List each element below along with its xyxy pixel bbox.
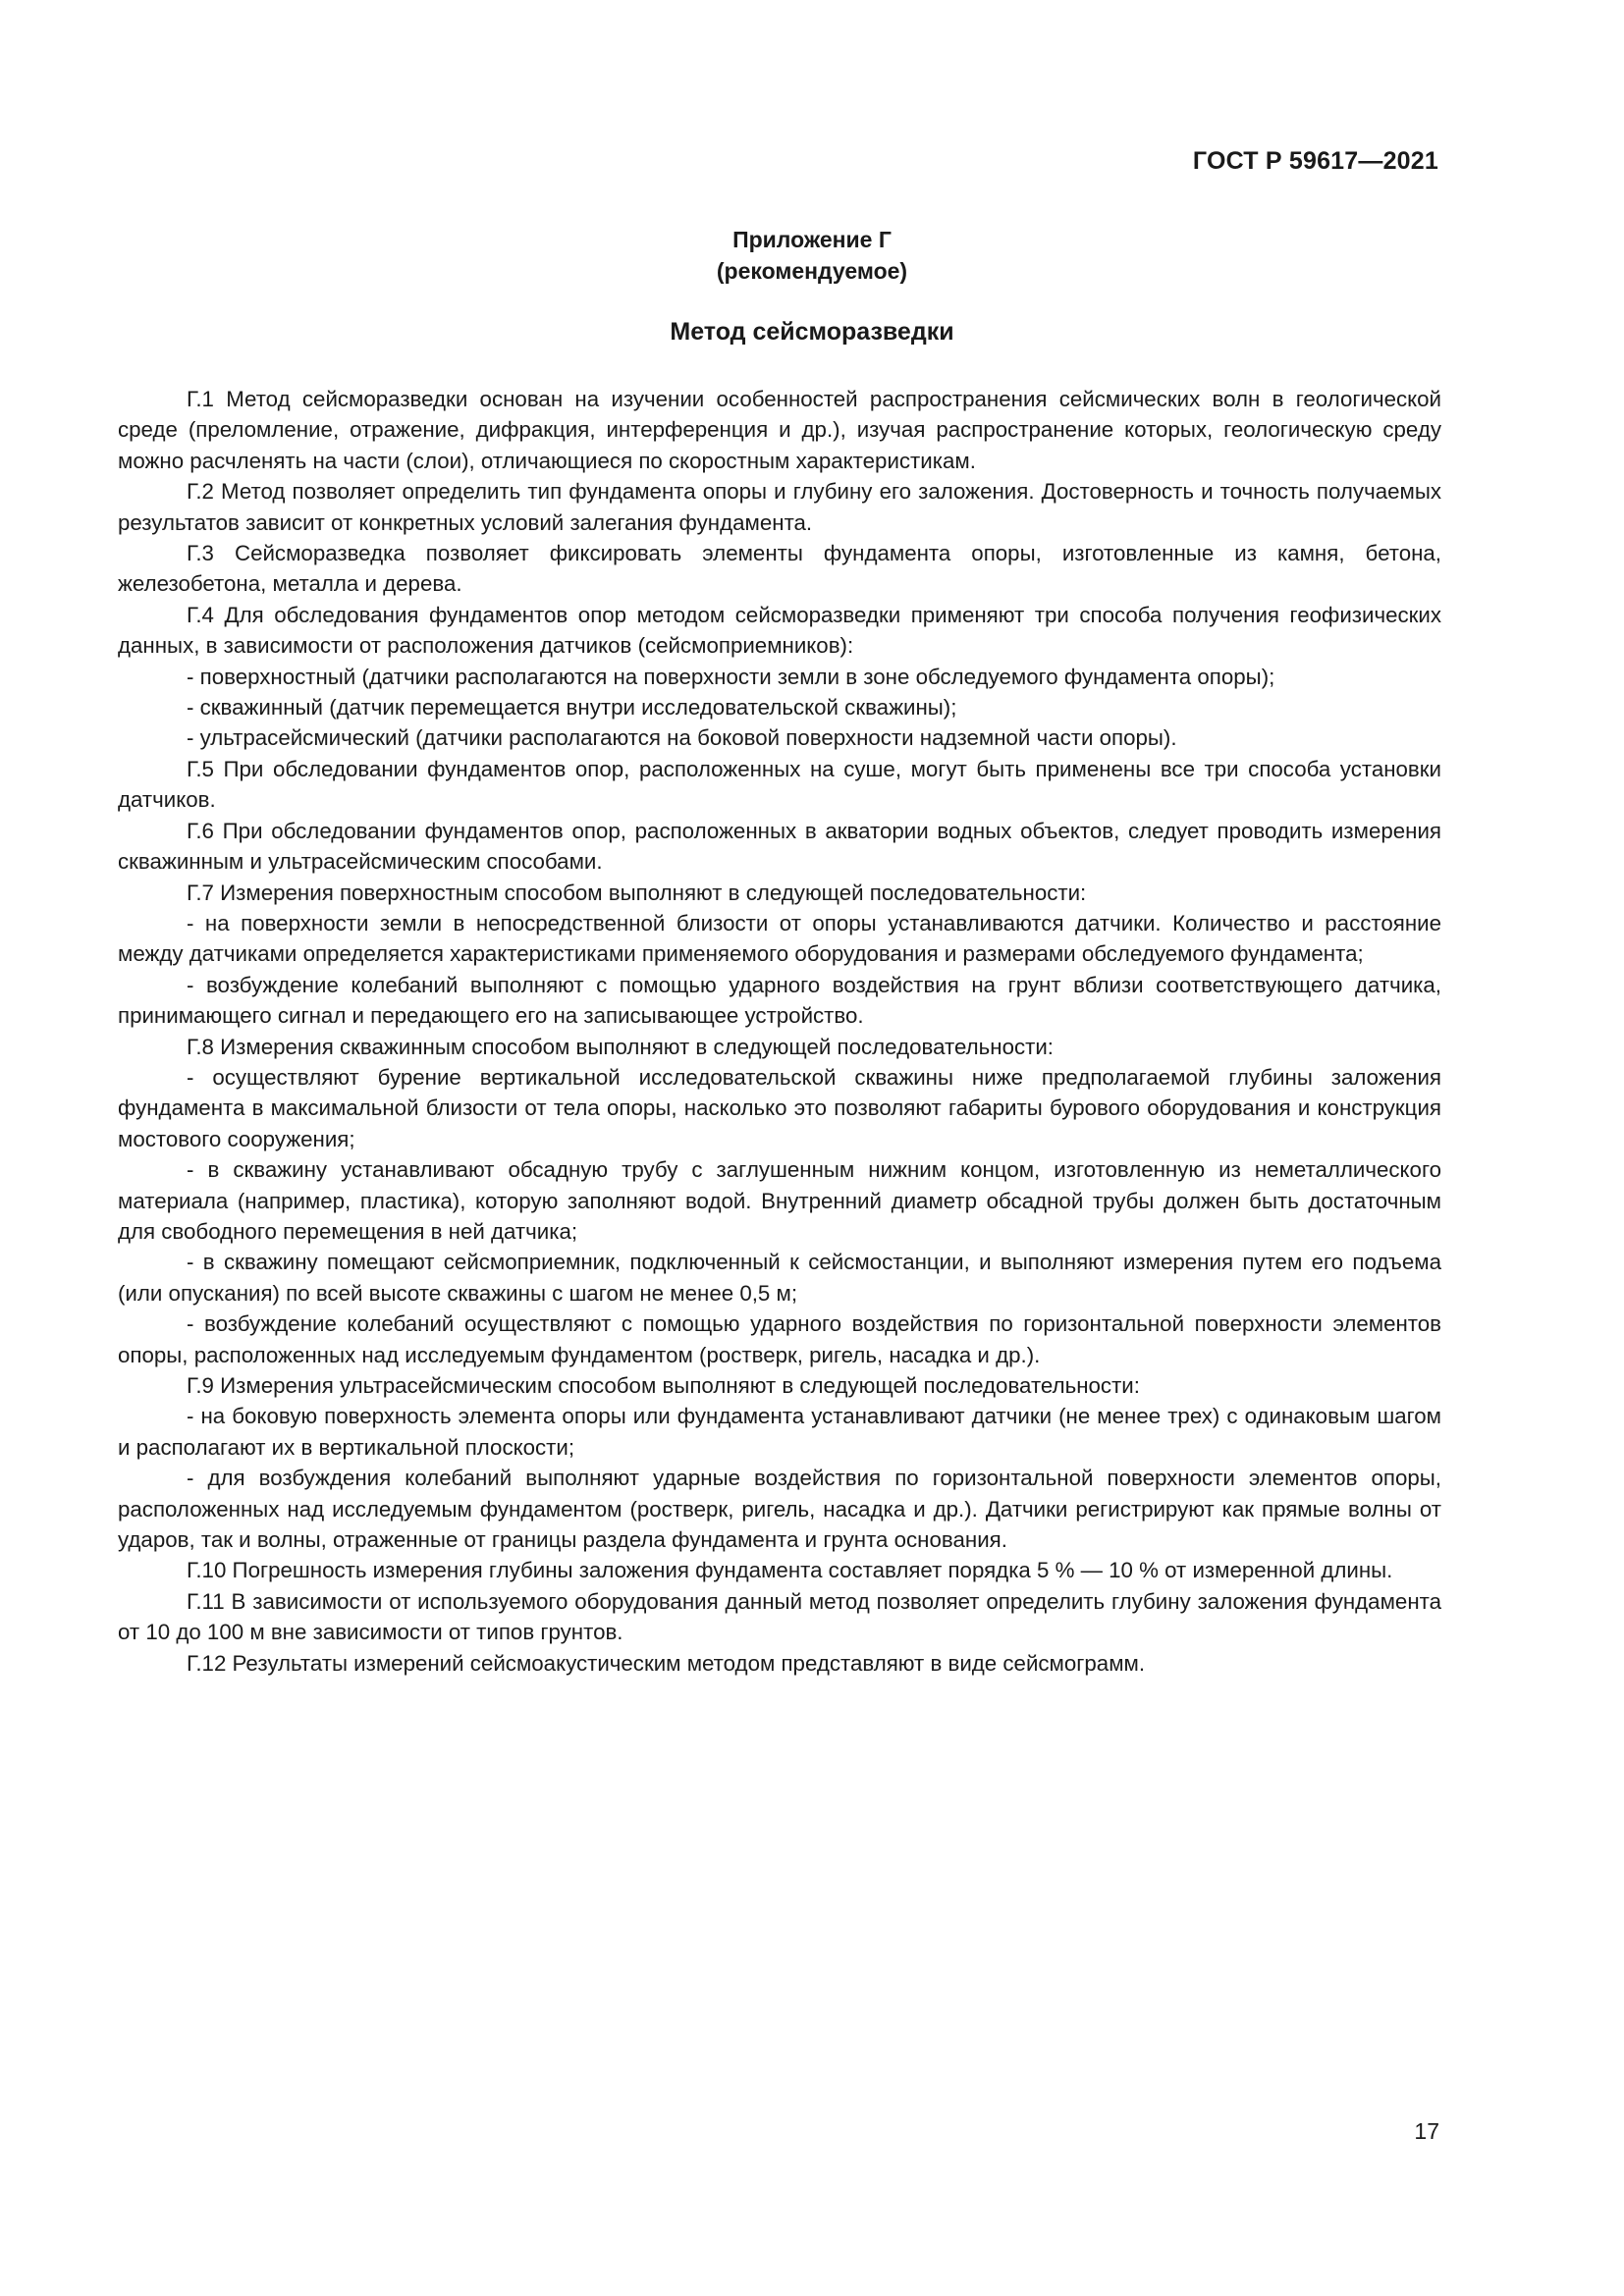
- list-item: - в скважину устанавливают обсадную трубу с заглушенным нижним концом, изготовленную из неметаллического материала (например, пластика), которую заполняют водой. Внутренний диаметр обсадной трубы должен быть достаточным для свободного перемещения в ней датчика;: [118, 1157, 1441, 1244]
- paragraph: Г.11 В зависимости от используемого оборудования данный метод позволяет определить глубину заложения фундамента от 10 до 100 м вне зависимости от типов грунтов.: [118, 1588, 1441, 1645]
- list-item: - возбуждение колебаний осуществляют с помощью ударного воздействия по горизонтальной поверхности элементов опоры, расположенных над исследуемым фундаментом (ростверк, ригель, насадка и др.).: [118, 1311, 1441, 1367]
- list-item: - возбуждение колебаний выполняют с помощью ударного воздействия на грунт вблизи соответствующего датчика, принимающего сигнал и передающего его на записывающее устройство.: [118, 972, 1441, 1029]
- paragraph: Г.3 Сейсморазведка позволяет фиксировать элементы фундамента опоры, изготовленные из камня, бетона, железобетона, металла и дерева.: [118, 541, 1441, 597]
- body-text: [118, 384, 1441, 1679]
- document-code: ГОСТ Р 59617—2021: [1192, 147, 1438, 175]
- paragraph: Г.9 Измерения ультрасейсмическим способом выполняют в следующей последовательности:: [187, 1373, 1140, 1398]
- appendix-header: [0, 224, 1624, 287]
- list-item: - осуществляют бурение вертикальной исследовательской скважины ниже предполагаемой глубины заложения фундамента в максимальной близости от тела опоры, насколько это позволяют габариты бурового оборудования и конструкция мостового сооружения;: [118, 1064, 1441, 1151]
- list-item: - скважинный (датчик перемещается внутри исследовательской скважины);: [187, 695, 957, 721]
- paragraph: Г.4 Для обследования фундаментов опор методом сейсморазведки применяют три способа получения геофизических данных, в зависимости от расположения датчиков (сейсмоприемников):: [118, 602, 1441, 659]
- page-number: 17: [1414, 2118, 1439, 2144]
- paragraph: Г.7 Измерения поверхностным способом выполняют в следующей последовательности:: [187, 880, 1087, 905]
- paragraph: Г.6 При обследовании фундаментов опор, расположенных в акватории водных объектов, следует проводить измерения скважинным и ультрасейсмическим способами.: [118, 818, 1441, 875]
- paragraph: Г.2 Метод позволяет определить тип фундамента опоры и глубину его заложения. Достоверность и точность получаемых результатов зависит от конкретных условий залегания фундамента.: [118, 479, 1441, 535]
- list-item: - в скважину помещают сейсмоприемник, подключенный к сейсмостанции, и выполняют измерения путем его подъема (или опускания) по всей высоте скважины с шагом не менее 0,5 м;: [118, 1250, 1441, 1306]
- list-item: - поверхностный (датчики располагаются на поверхности земли в зоне обследуемого фундамента опоры);: [187, 664, 1275, 689]
- paragraph: Г.8 Измерения скважинным способом выполняют в следующей последовательности:: [187, 1034, 1054, 1059]
- paragraph: Г.12 Результаты измерений сейсмоакустическим методом представляют в виде сейсмограмм.: [187, 1650, 1146, 1676]
- list-item: - ультрасейсмический (датчики располагаются на боковой поверхности надземной части опоры).: [187, 725, 1177, 751]
- list-item: - на боковую поверхность элемента опоры или фундамента устанавливают датчики (не менее трех) с одинаковым шагом и располагают их в вертикальной плоскости;: [118, 1404, 1441, 1460]
- paragraph: Г.1 Метод сейсморазведки основан на изучении особенностей распространения сейсмических волн в геологической среде (преломление, отражение, дифракция, интерференция и др.), изучая распространение которых, геологическую среду можно расчленять на части (слои), отличающиеся по скоростным характеристикам.: [118, 387, 1441, 473]
- paragraph: Г.5 При обследовании фундаментов опор, расположенных на суше, могут быть применены все три способа установки датчиков.: [118, 756, 1441, 813]
- section-title: Метод сейсморазведки: [670, 318, 954, 346]
- appendix-status: (рекомендуемое): [716, 258, 908, 284]
- appendix-title: Приложение Г: [732, 227, 892, 252]
- paragraph: Г.10 Погрешность измерения глубины заложения фундамента составляет порядка 5 % — 10 % от измеренной длины.: [187, 1558, 1393, 1583]
- list-item: - на поверхности земли в непосредственной близости от опоры устанавливаются датчики. Количество и расстояние между датчиками определяется характеристиками применяемого оборудования и размерами обследуемого фундамента;: [118, 910, 1441, 967]
- list-item: - для возбуждения колебаний выполняют ударные воздействия по горизонтальной поверхности элементов опоры, расположенных над исследуемым фундаментом (ростверк, ригель, насадка и др.). Датчики регистрируют как прямые волны от ударов, так и волны, отраженные от границы раздела фундамента и грунта основания.: [118, 1466, 1441, 1553]
